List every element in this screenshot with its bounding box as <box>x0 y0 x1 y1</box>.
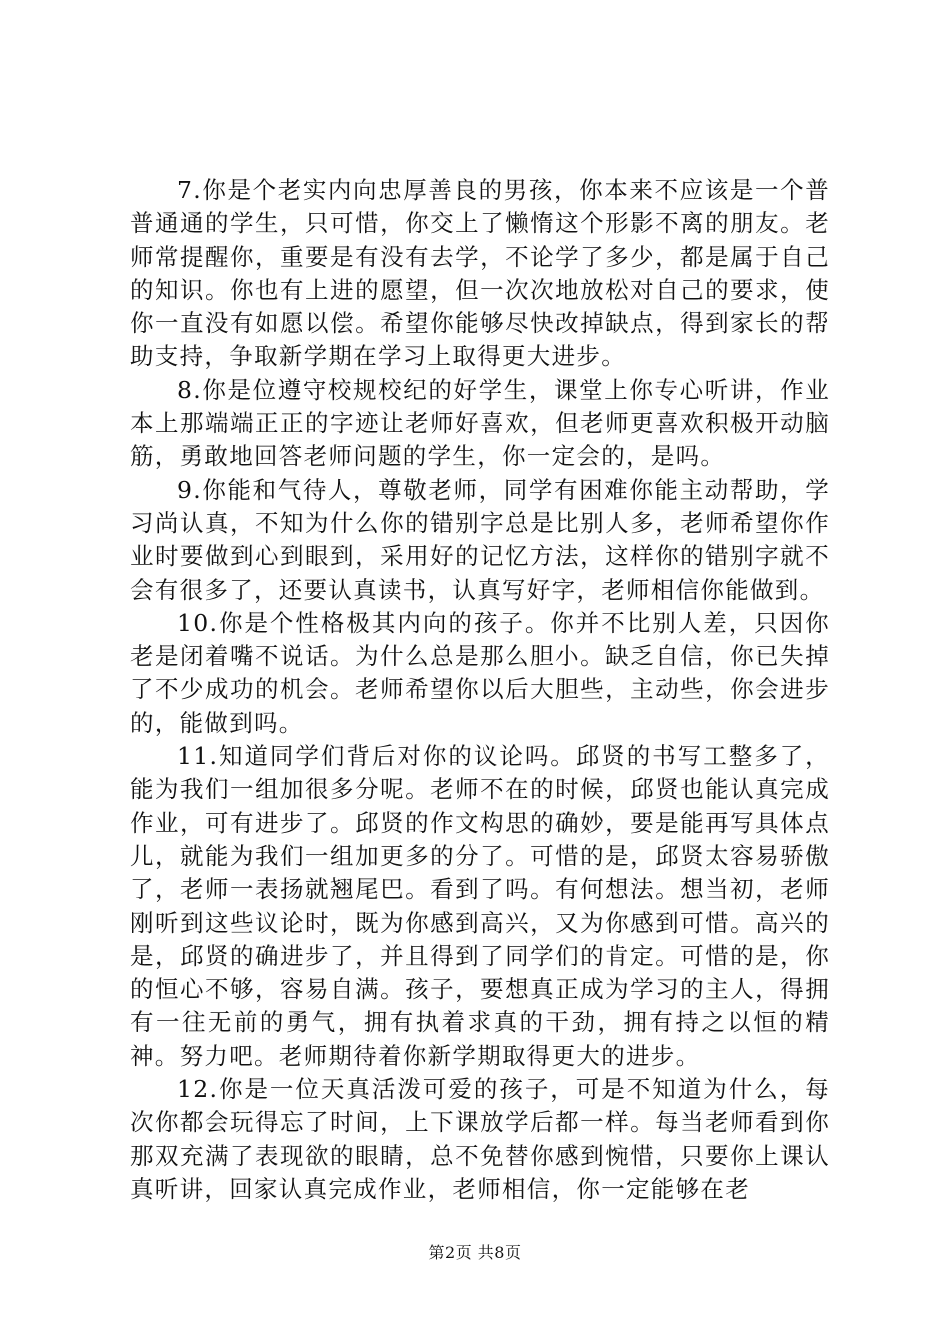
page-footer: 第2页 共8页 <box>428 1243 522 1262</box>
paragraph-10: 10.你是个性格极其内向的孩子。你并不比别人差，只因你老是闭着嘴不说话。为什么总是那么胆小。缺乏自信，你已失掉了不少成功的机会。老师希望你以后大胆些，主动些，你会进步的，能做到吗。 <box>130 608 830 737</box>
paragraph-11: 11.知道同学们背后对你的议论吗。邱贤的书写工整多了，能为我们一组加很多分呢。老师不在的时候，邱贤也能认真完成作业，可有进步了。邱贤的作文构思的确妙，要是能再写具体点儿，就能为我们一组加更多的分了。可惜的是，邱贤太容易骄傲了，老师一表扬就翘尾巴。看到了吗。有何想法。想当初，老师刚听到这些议论时，既为你感到高兴，又为你感到可惜。高兴的是，邱贤的确进步了，并且得到了同学们的肯定。可惜的是，你的恒心不够，容易自满。孩子，要想真正成为学习的主人，得拥有一往无前的勇气，拥有执着求真的干劲，拥有持之以恒的精神。努力吧。老师期待着你新学期取得更大的进步。 <box>130 742 830 1070</box>
document-body <box>130 174 830 1206</box>
paragraph-7: 7.你是个老实内向忠厚善良的男孩，你本来不应该是一个普普通通的学生，只可惜，你交上了懒惰这个形影不离的朋友。老师常提醒你，重要是有没有去学，不论学了多少，都是属于自己的知识。你也有上进的愿望，但一次次地放松对自己的要求，使你一直没有如愿以偿。希望你能够尽快改掉缺点，得到家长的帮助支持，争取新学期在学习上取得更大进步。 <box>130 176 830 371</box>
paragraph-12: 12.你是一位天真活泼可爱的孩子，可是不知道为什么，每次你都会玩得忘了时间，上下课放学后都一样。每当老师看到你那双充满了表现欲的眼睛，总不免替你感到惋惜，只要你上课认真听讲，回家认真完成作业，老师相信，你一定能够在老 <box>130 1075 830 1203</box>
paragraph-8: 8.你是位遵守校规校纪的好学生，课堂上你专心听讲，作业本上那端端正正的字迹让老师好喜欢，但老师更喜欢积极开动脑筋，勇敢地回答老师问题的学生，你一定会的，是吗。 <box>130 375 830 471</box>
paragraph-9: 9.你能和气待人，尊敬老师，同学有困难你能主动帮助，学习尚认真，不知为什么你的错别字总是比别人多，老师希望你作业时要做到心到眼到，采用好的记忆方法，这样你的错别字就不会有很多了，还要认真读书，认真写好字，老师相信你能做到。 <box>130 475 830 604</box>
